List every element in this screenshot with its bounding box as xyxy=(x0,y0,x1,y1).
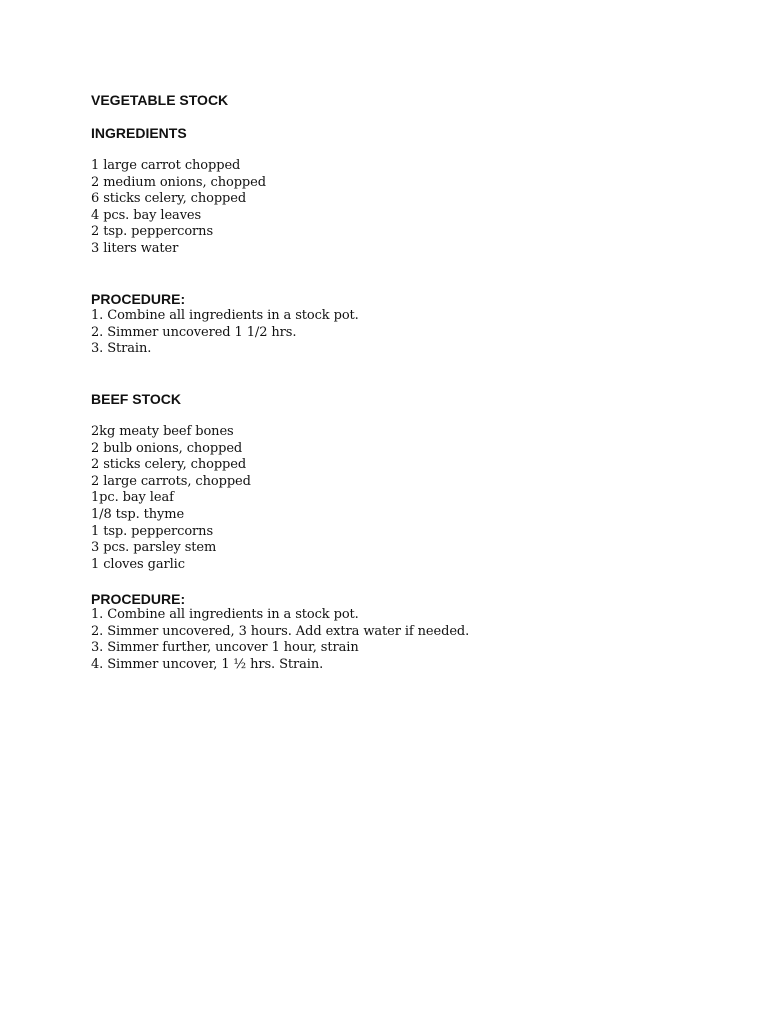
ingredient-item: 1pc. bay leaf xyxy=(91,490,174,506)
procedure-step: 1. Combine all ingredients in a stock pot. xyxy=(91,607,359,622)
ingredient-item: 3 pcs. parsley stem xyxy=(91,540,217,556)
vegetable-procedure-heading: PROCEDURE: xyxy=(91,291,186,307)
ingredient-item: 1 cloves garlic xyxy=(91,556,185,572)
ingredient-item: 2 tsp. peppercorns xyxy=(91,224,214,240)
procedure-step: 1. Combine all ingredients in a stock pot. xyxy=(91,308,359,323)
ingredient-item: 2 large carrots, chopped xyxy=(91,473,251,489)
vegetable-stock-title: VEGETABLE STOCK xyxy=(91,92,229,108)
procedure-step: 3. Simmer further, uncover 1 hour, strain xyxy=(91,640,359,656)
ingredient-item: 1 tsp. peppercorns xyxy=(91,523,214,539)
vegetable-ingredients-heading: INGREDIENTS xyxy=(91,125,187,141)
beef-procedure-list xyxy=(91,607,469,673)
ingredient-item: 6 sticks celery, chopped xyxy=(91,191,247,207)
procedure-step: 4. Simmer uncover, 1 ½ hrs. Strain. xyxy=(91,656,324,672)
beef-procedure-heading: PROCEDURE: xyxy=(91,591,186,607)
vegetable-ingredients-list xyxy=(91,158,266,258)
ingredient-item: 1/8 tsp. thyme xyxy=(91,506,185,522)
procedure-step: 2. Simmer uncovered 1 1/2 hrs. xyxy=(91,324,297,340)
ingredient-item: 2 bulb onions, chopped xyxy=(91,440,243,456)
ingredient-item: 3 liters water xyxy=(91,240,179,256)
ingredient-item: 4 pcs. bay leaves xyxy=(91,207,202,223)
procedure-step: 3. Strain. xyxy=(91,341,152,357)
ingredient-item: 1 large carrot chopped xyxy=(91,158,241,173)
beef-ingredients-list xyxy=(91,424,251,573)
beef-stock-title: BEEF STOCK xyxy=(91,391,181,407)
procedure-step: 2. Simmer uncovered, 3 hours. Add extra water if needed. xyxy=(91,623,470,639)
vegetable-procedure-list xyxy=(91,308,359,358)
ingredient-item: 2kg meaty beef bones xyxy=(91,424,234,439)
ingredient-item: 2 sticks celery, chopped xyxy=(91,457,247,473)
ingredient-item: 2 medium onions, chopped xyxy=(91,174,266,190)
